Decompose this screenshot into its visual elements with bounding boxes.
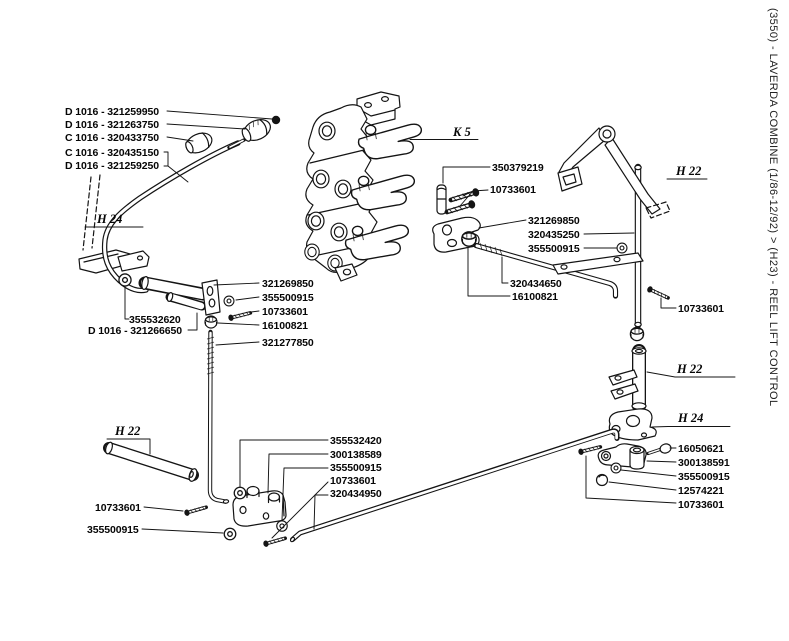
part-label-10733601-right: 10733601 <box>678 303 724 315</box>
part-label-300138591: 300138591 <box>678 457 730 469</box>
part-label-300138589: 300138589 <box>330 449 382 461</box>
part-label-320435250: 320435250 <box>528 229 580 241</box>
pivot-nut <box>205 316 217 328</box>
part-label-355532420: 355532420 <box>330 435 382 447</box>
bottom-left-washer <box>224 528 236 540</box>
grease-screw-1 <box>450 187 481 204</box>
bottom-center-block-group <box>233 487 287 548</box>
part-label-16050621: 16050621 <box>678 443 724 455</box>
part-label-321269850-right: 321269850 <box>528 215 580 227</box>
anchor-bolt <box>646 285 669 300</box>
valve-fork-lever-3 <box>346 225 409 260</box>
part-label-355532620: 355532620 <box>129 314 181 326</box>
part-label-355500915-bottom-right: 355500915 <box>678 471 730 483</box>
part-label-16100821-right: 16100821 <box>512 291 558 303</box>
knob-cap-nut <box>272 116 280 124</box>
lever-bolt-head <box>659 443 672 455</box>
pivot-washer-right <box>224 296 234 306</box>
guide-rod-washer <box>617 243 627 253</box>
part-label-321259250: D 1016 - 321259250 <box>65 160 159 172</box>
section-ref-h22-mid-right: H 22 <box>677 362 703 376</box>
section-ref-h22-top-right: H 22 <box>676 164 702 178</box>
part-label-355500915-right: 355500915 <box>528 243 580 255</box>
lever-grip <box>183 129 215 156</box>
part-label-321263750: D 1016 - 321263750 <box>65 119 159 131</box>
pivot-screw <box>228 310 251 322</box>
part-label-10733601-bottom-right: 10733601 <box>678 499 724 511</box>
anchor-bar <box>553 253 643 274</box>
breadcrumb: (3550) - LAVERDA COMBINE (1/86-12/92) > (H23) - REEL LIFT CONTROL <box>767 8 779 407</box>
part-label-321277850: 321277850 <box>262 337 314 349</box>
part-label-320434650: 320434650 <box>510 278 562 290</box>
part-label-350379219: 350379219 <box>492 162 544 174</box>
block-washer-upper <box>234 487 246 499</box>
part-label-321259950: D 1016 - 321259950 <box>65 106 159 118</box>
part-label-355500915-pivot: 355500915 <box>262 292 314 304</box>
guide-rod-nut <box>630 327 643 340</box>
part-label-12574221: 12574221 <box>678 485 724 497</box>
guide-channel-dashed-line <box>83 177 91 250</box>
part-label-321266650: D 1016 - 321266650 <box>88 325 182 337</box>
section-ref-k5: K 5 <box>453 125 471 139</box>
pivot-washer-left <box>119 274 131 286</box>
part-label-320433750: C 1016 - 320433750 <box>65 132 159 144</box>
block-washer-lower <box>277 521 287 531</box>
part-label-10733601-center: 10733601 <box>330 475 376 487</box>
section-ref-h22-bottom-left: H 22 <box>115 424 141 438</box>
section-ref-h24-mid-right: H 24 <box>678 411 704 425</box>
bottom-right-lever-group <box>578 443 672 486</box>
lever-washer <box>611 463 621 473</box>
part-label-320434950: 320434950 <box>330 488 382 500</box>
valve-fork-lever-2 <box>352 175 415 210</box>
valve-fork-lever-1 <box>359 124 422 159</box>
control-valve-block <box>305 92 422 281</box>
ball-joint <box>597 475 608 486</box>
part-label-10733601-valve: 10733601 <box>490 184 536 196</box>
section-ref-h24-left: H 24 <box>97 212 123 226</box>
part-label-10733601-pivot: 10733601 <box>262 306 308 318</box>
part-label-355500915-bottom-left: 355500915 <box>87 524 139 536</box>
top-support-bracket <box>558 126 670 218</box>
part-label-321269850-pivot: 321269850 <box>262 278 314 290</box>
valve-fasteners <box>437 185 480 216</box>
part-label-320435150: C 1016 - 320435150 <box>65 147 159 159</box>
part-label-355500915-center: 355500915 <box>330 462 382 474</box>
part-label-10733601-bottom-left: 10733601 <box>95 502 141 514</box>
bottom-right-screw <box>578 444 601 456</box>
block-screw <box>263 535 286 547</box>
part-label-16100821-pivot: 16100821 <box>262 320 308 332</box>
bottom-left-screw <box>184 504 207 516</box>
